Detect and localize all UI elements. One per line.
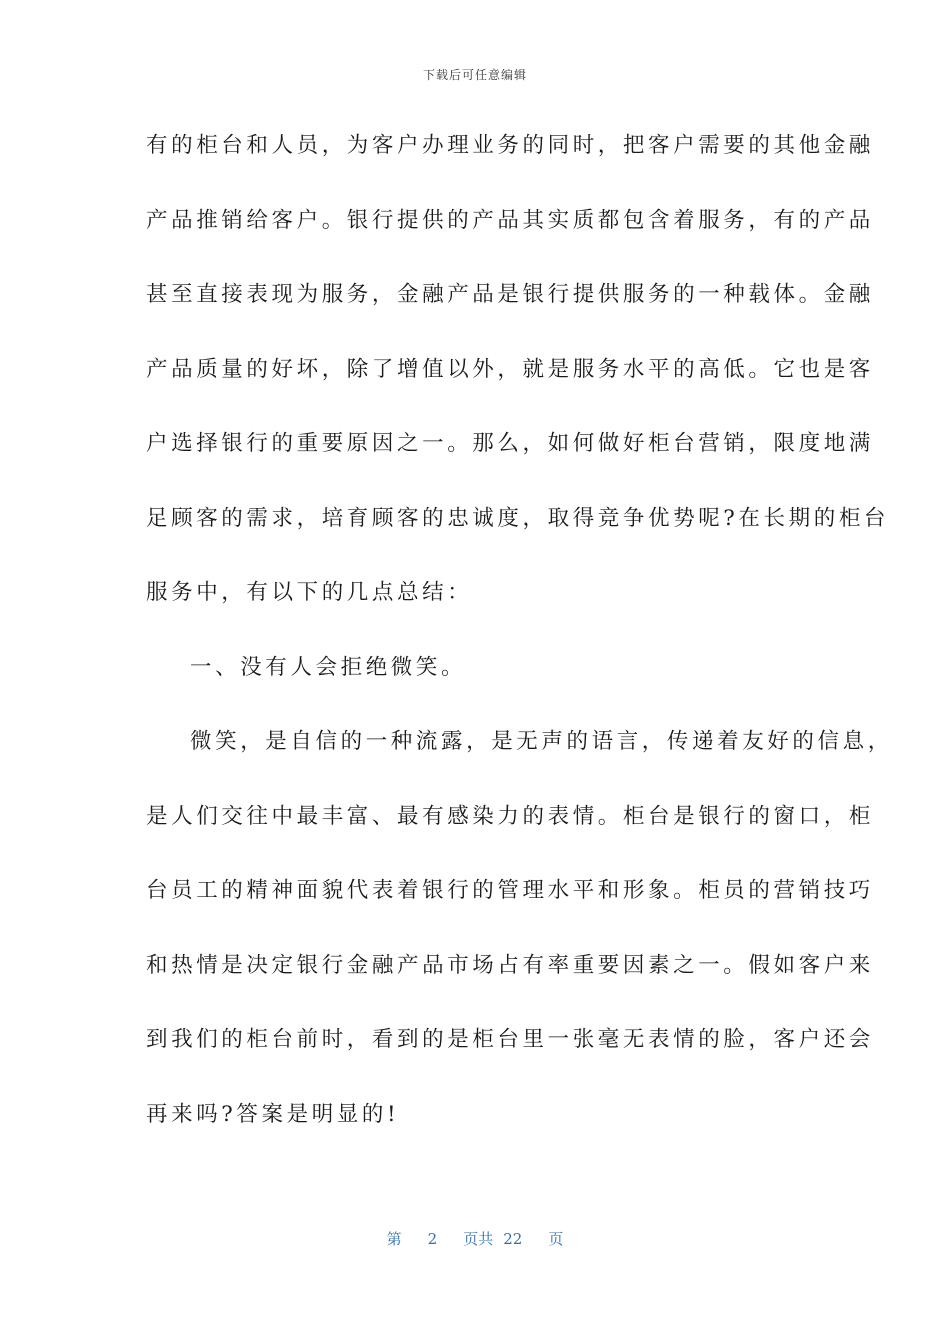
paragraph-line: 有的柜台和人员，为客户办理业务的同时，把客户需要的其他金融 — [146, 133, 874, 158]
current-page-number: 2 — [427, 1230, 438, 1248]
paragraph-line: 是人们交往中最丰富、最有感染力的表情。柜台是银行的窗口，柜 — [146, 803, 874, 829]
paragraph-line: 台员工的精神面貌代表着银行的管理水平和形象。柜员的营销技巧 — [146, 878, 874, 903]
footer-middle: 页共 — [463, 1230, 494, 1248]
paragraph-line: 和热情是决定银行金融产品市场占有率重要因素之一。假如客户来 — [146, 952, 874, 978]
paragraph-line: 到我们的柜台前时，看到的是柜台里一张毫无表情的脸，客户还会 — [146, 1027, 874, 1052]
page-header: 下载后可任意编辑 — [422, 68, 527, 82]
paragraph-line: 足顾客的需求，培育顾客的忠诚度，取得竞争优势呢?在长期的柜台 — [146, 505, 890, 531]
paragraph-line: 再来吗?答案是明显的! — [146, 1101, 400, 1127]
section-heading: 一、没有人会拒绝微笑。 — [190, 654, 467, 680]
paragraph-line: 服务中，有以下的几点总结： — [146, 580, 473, 605]
paragraph-line: 户选择银行的重要原因之一。那么，如何做好柜台营销，限度地满 — [146, 431, 874, 456]
footer-suffix: 页 — [548, 1230, 564, 1248]
paragraph-line: 微笑，是自信的一种流露，是无声的语言，传递着友好的信息， — [190, 729, 893, 754]
footer-prefix: 第 — [386, 1230, 402, 1248]
paragraph-line: 产品质量的好坏，除了增值以外，就是服务水平的高低。它也是客 — [146, 356, 874, 382]
total-pages-number: 22 — [503, 1230, 523, 1248]
paragraph-line: 产品推销给客户。银行提供的产品其实质都包含着服务，有的产品 — [146, 207, 874, 233]
page-footer — [0, 1228, 950, 1249]
document-body — [146, 122, 893, 1165]
paragraph-line: 甚至直接表现为服务，金融产品是银行提供服务的一种载体。金融 — [146, 282, 874, 307]
